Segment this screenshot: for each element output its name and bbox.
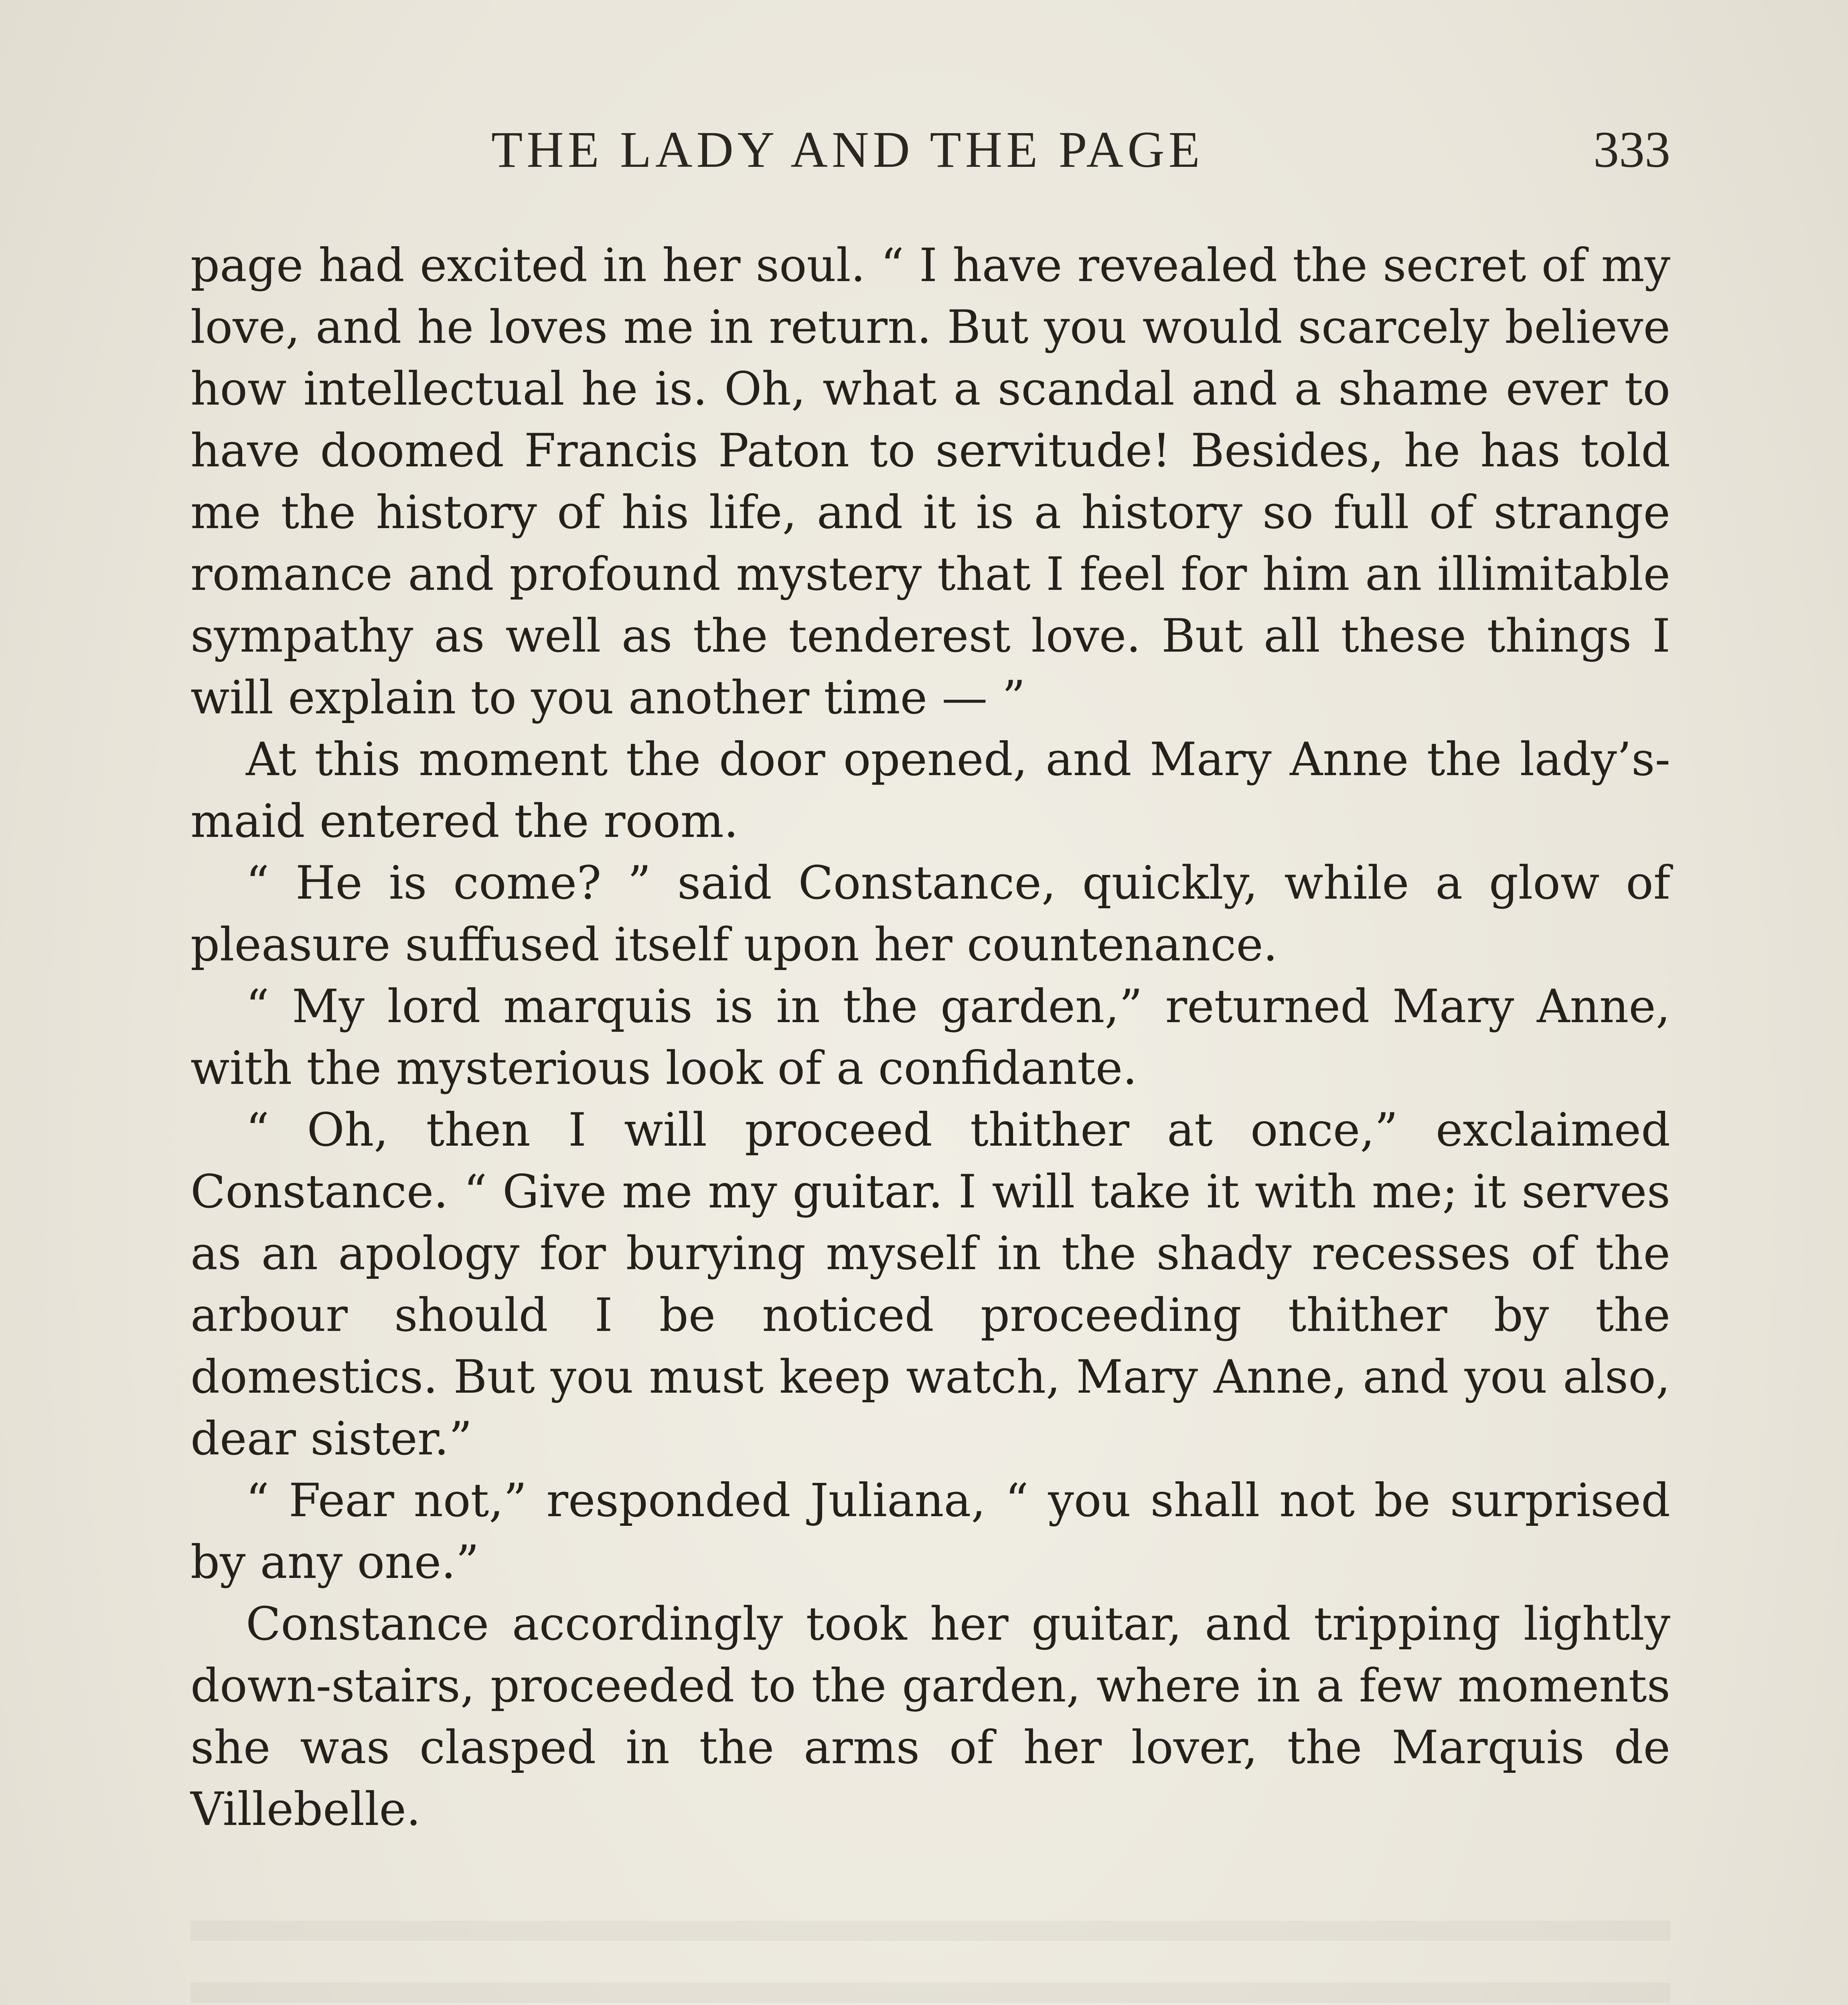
- page-number: 333: [1593, 121, 1670, 178]
- show-through-texture: [190, 1897, 1670, 2005]
- body-text: [190, 235, 1670, 1840]
- running-title: THE LADY AND THE PAGE: [491, 121, 1204, 178]
- paragraph: “ Oh, then I will proceed thither at once,” exclaimed Constance. “ Give me my guitar. I will take it with me; it serves as an apology for burying myself in the shady recesses of the arbour should I be noticed proceeding thither by the domestics. But you must keep watch, Mary Anne, and you also, dear sister.”: [190, 1103, 1670, 1465]
- paragraph: At this moment the door opened, and Mary Anne the lady’s-maid entered the room.: [190, 733, 1670, 848]
- page-header: [190, 120, 1670, 192]
- paragraph: “ He is come? ” said Constance, quickly, while a glow of pleasure suffused itself upon her countenance.: [190, 856, 1670, 971]
- paragraph: “ Fear not,” responded Juliana, “ you shall not be surprised by any one.”: [190, 1474, 1670, 1589]
- paragraph-continued: page had excited in her soul. “ I have revealed the secret of my love, and he loves me in return. But you would scarcely believe how intellectual he is. Oh, what a scandal and a shame ever to have doomed Francis Paton to servitude! Besides, he has told me the history of his life, and it is a history so full of strange romance and profound mystery that I feel for him an illimitable sympathy as well as the tenderest love. But all these things I will explain to you another time — ”: [190, 239, 1670, 724]
- paragraph: Constance accordingly took her guitar, and tripping lightly down-stairs, proceeded to the garden, where in a few moments she was clasped in the arms of her lover, the Marquis de Villebelle.: [190, 1597, 1670, 1836]
- paragraph: “ My lord marquis is in the garden,” returned Mary Anne, with the mysterious look of a confidante.: [190, 980, 1670, 1095]
